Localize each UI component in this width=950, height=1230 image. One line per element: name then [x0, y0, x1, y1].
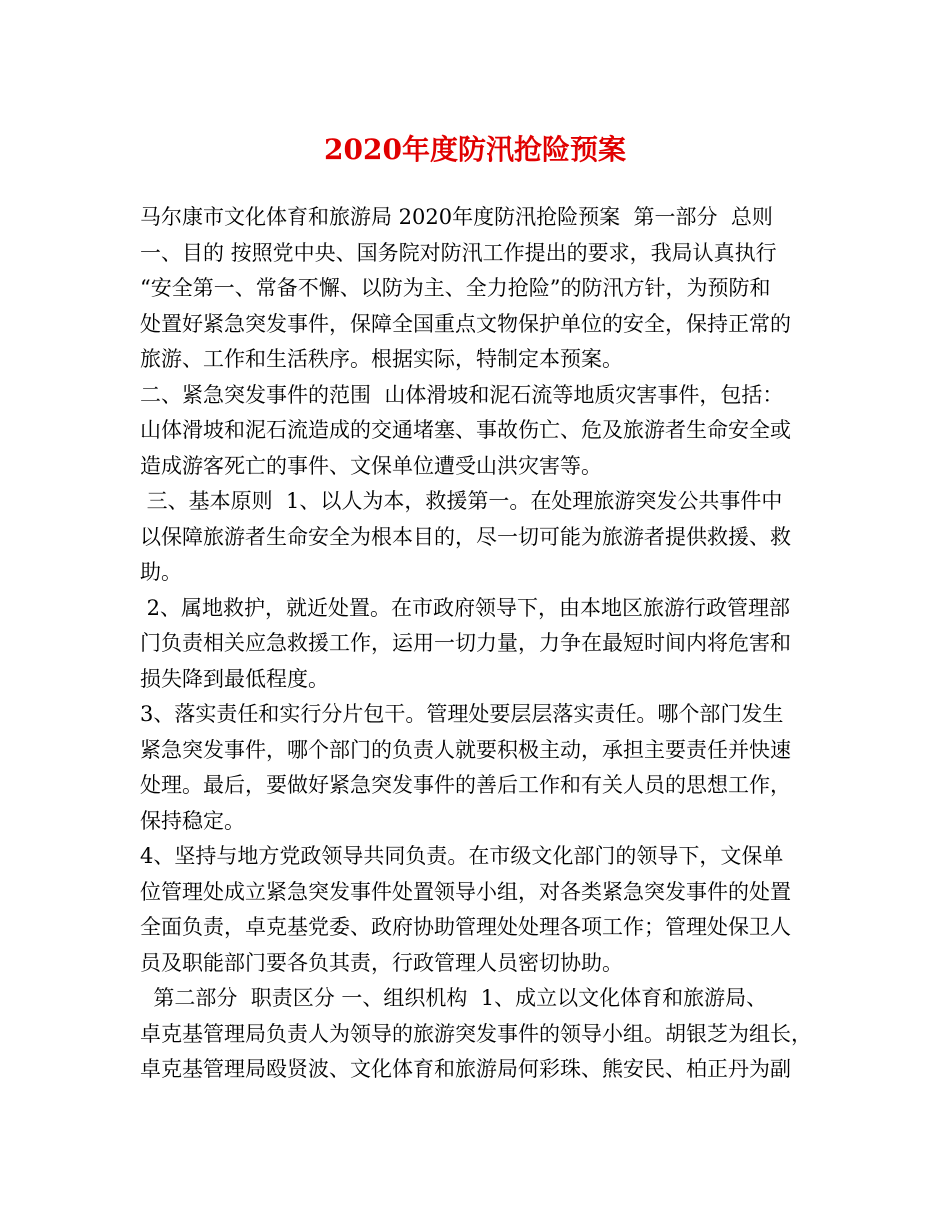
body-line: “安全第一、常备不懈、以防为主、全力抢险”的防汛方针，为预防和 — [140, 276, 771, 300]
body-line: 处置好紧急突发事件，保障全国重点文物保护单位的安全，保持正常的 — [140, 311, 791, 336]
body-line: 旅游、工作和生活秩序。根据实际，特制定本预案。 — [140, 347, 623, 371]
document-title: 2020年度防汛抢险预案 — [324, 133, 626, 166]
body-line: 第二部分 职责区分 一、组织机构 1、成立以文化体育和旅游局、 — [140, 986, 768, 1010]
body-line: 位管理处成立紧急突发事件处置领导小组，对各类紧急突发事件的处置 — [140, 879, 791, 904]
body-line: 卓克基管理局殴贤波、文化体育和旅游局何彩珠、熊安民、柏正丹为副 — [140, 1057, 791, 1081]
body-line: 二、紧急突发事件的范围 山体滑坡和泥石流等地质灾害事件，包括： — [140, 382, 784, 407]
body-line: 以保障旅游者生命安全为根本目的，尽一切可能为旅游者提供救援、救 — [140, 524, 791, 549]
body-line: 保持稳定。 — [140, 808, 245, 833]
body-line: 山体滑坡和泥石流造成的交通堵塞、事故伤亡、危及旅游者生命安全或 — [140, 418, 791, 442]
body-line: 卓克基管理局负责人为领导的旅游突发事件的领导小组。胡银芝为组长， — [140, 1021, 812, 1046]
body-line: 马尔康市文化体育和旅游局 2020年度防汛抢险预案 第一部分 总则 — [140, 205, 773, 229]
body-line: 2、属地救护，就近处置。在市政府领导下，由本地区旅游行政管理部 — [140, 595, 791, 620]
body-line: 紧急突发事件，哪个部门的负责人就要积极主动，承担主要责任并快速 — [140, 737, 791, 762]
body-line: 损失降到最低程度。 — [140, 666, 329, 691]
body-line: 4、坚持与地方党政领导共同负责。在市级文化部门的领导下，文保单 — [140, 844, 784, 868]
body-line: 助。 — [140, 560, 182, 584]
document-body — [140, 200, 820, 1088]
body-line: 员及职能部门要各负其责，行政管理人员密切协助。 — [140, 950, 623, 975]
body-line: 造成游客死亡的事件、文保单位遭受山洪灾害等。 — [140, 453, 602, 478]
body-line: 全面负责，卓克基党委、政府协助管理处处理各项工作；管理处保卫人 — [140, 915, 791, 939]
body-line: 三、基本原则 1、以人为本，救援第一。在处理旅游突发公共事件中 — [140, 489, 783, 513]
body-line: 处理。最后，要做好紧急突发事件的善后工作和有关人员的思想工作， — [140, 773, 791, 797]
body-line: 一、目的 按照党中央、国务院对防汛工作提出的要求，我局认真执行 — [140, 240, 777, 265]
body-line: 3、落实责任和实行分片包干。管理处要层层落实责任。哪个部门发生 — [140, 702, 784, 726]
body-line: 门负责相关应急救援工作，运用一切力量，力争在最短时间内将危害和 — [140, 631, 791, 655]
